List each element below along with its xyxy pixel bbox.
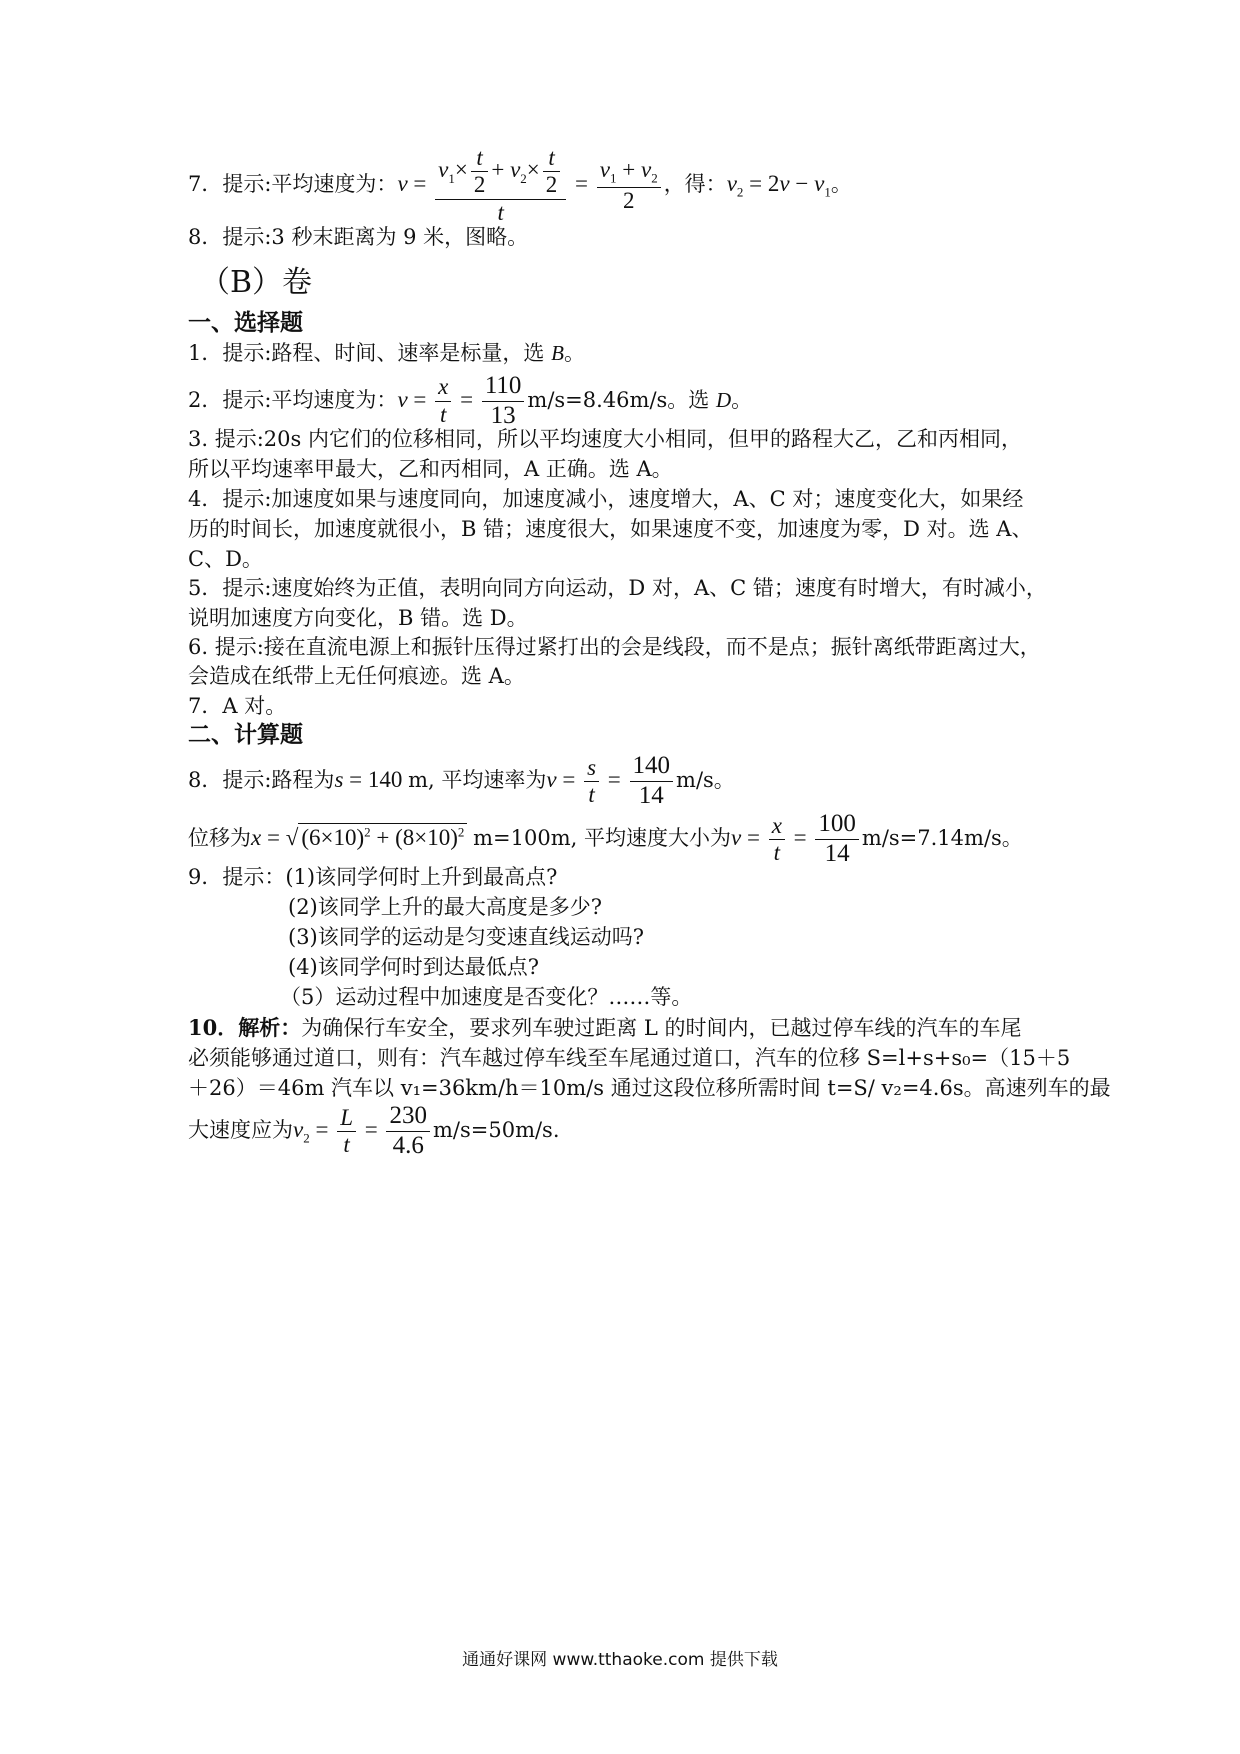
answer-7: 7．提示:平均速度为：v = $v_1\times$ $\frac{t}{2}$ + $v_2\times$ $\frac{t}{2}$ t = $\frac{v_1 + v_2}{2}$ ，得：$v_2 = 2v - v_1$。 xyxy=(188,145,852,225)
b-answer-5-line1: 5．提示:速度始终为正值，表明向同方向运动，D 对，A、C 错；速度有时增大，有时减小， xyxy=(188,576,1047,600)
b-answer-4-line2: 历的时间长，加速度就很小，B 错；速度很大，如果速度不变，加速度为零，D 对。选 A、 xyxy=(188,517,1033,541)
volume-b-title: （B）卷 xyxy=(200,265,313,300)
c-answer-8: 8．提示:路程为s = 140 m, 平均速率为v = $\frac{s}{t}$ = $\frac{140}{14}$ m/s。 xyxy=(188,752,735,809)
c-answer-10-line4: 大速度应为$v_2$ = $\frac{L}{t}$ = $\frac{230}{4.6}$ m/s=50m/s. xyxy=(188,1102,560,1159)
b-answer-7: 7．A 对。 xyxy=(188,694,287,718)
b-answer-5-line2: 说明加速度方向变化，B 错。选 D。 xyxy=(188,606,528,630)
section-calc-title: 二、计算题 xyxy=(188,722,303,748)
c-answer-10-line2: 必须能够通过道口，则有：汽车越过停车线至车尾通过道口，汽车的位移 S=l+s+s₀=（15＋5 xyxy=(188,1046,1071,1070)
c-answer-10-line3: ＋26）＝46m 汽车以 v₁=36km/h＝10m/s 通过这段位移所需时间 t=S/ v₂=4.6s。高速列车的最 xyxy=(188,1076,1111,1100)
b-answer-4-line3: C、D。 xyxy=(188,547,263,571)
c-answer-8-displacement: 位移为x = √ $(6\times 10)^2 + (8\times 10)^2$ m=100m, 平均速度大小为v = $\frac{x}{t}$ = $\frac{100}{14}$ m/s=7.14m/s。 xyxy=(188,810,1023,867)
c-answer-9-line2: (2)该同学上升的最大高度是多少? xyxy=(288,895,603,919)
b-answer-2: 2．提示:平均速度为：v = $\frac{x}{t}$ = $\frac{110}{13}$ m/s=8.46m/s。选 D。 xyxy=(188,372,753,429)
b-answer-1: 1．提示:路程、时间、速率是标量，选 B。 xyxy=(188,341,585,365)
b-answer-4-line1: 4．提示:加速度如果与速度同向，加速度减小，速度增大，A、C 对；速度变化大，如果经 xyxy=(188,487,1024,511)
c-answer-9-line1: 9．提示：(1)该同学何时上升到最高点? xyxy=(188,865,558,889)
c-answer-9-line4: (4)该同学何时到达最低点? xyxy=(288,955,540,979)
b-answer-6-line1: 6. 提示:接在直流电源上和振针压得过紧打出的会是线段，而不是点；振针离纸带距离过大， xyxy=(188,635,1041,659)
answer-7-fraction: $v_1\times$ $\frac{t}{2}$ + $v_2\times$ $\frac{t}{2}$ t xyxy=(435,145,566,226)
b-answer-3-line2: 所以平均速率甲最大，乙和丙相同，A 正确。选 A。 xyxy=(188,457,673,481)
section-choice-title: 一、选择题 xyxy=(188,310,303,336)
b-answer-3-line1: 3. 提示:20s 内它们的位移相同，所以平均速度大小相同，但甲的路程大乙，乙和丙相同， xyxy=(188,427,1022,451)
c-answer-10-line1: 10．解析：为确保行车安全，要求列车驶过距离 L 的时间内，已越过停车线的汽车的车尾 xyxy=(188,1015,1022,1040)
answer-7-text: 7．提示:平均速度为： xyxy=(188,172,398,197)
page-footer: 通通好课网 www.tthaoke.com 提供下载 xyxy=(462,1650,778,1670)
b-answer-6-line2: 会造成在纸带上无任何痕迹。选 A。 xyxy=(188,664,525,688)
answer-8: 8．提示:3 秒末距离为 9 米，图略。 xyxy=(188,225,529,249)
c-answer-9-line5: （5）运动过程中加速度是否变化？……等。 xyxy=(280,985,693,1009)
c-answer-9-line3: (3)该同学的运动是匀变速直线运动吗? xyxy=(288,925,645,949)
